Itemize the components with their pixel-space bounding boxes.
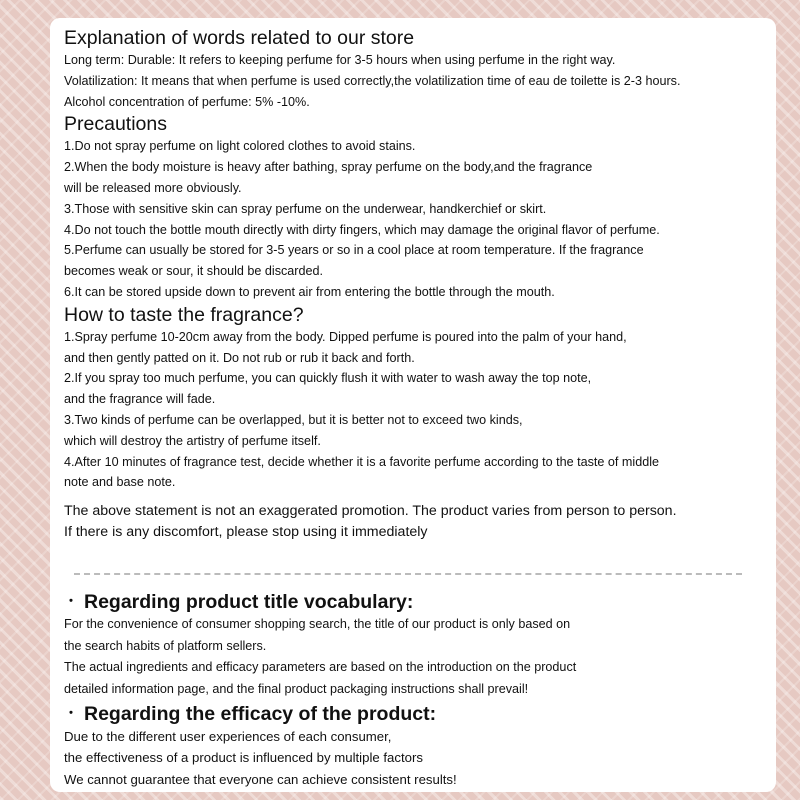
section-heading bbox=[64, 701, 762, 726]
text-line: 4.Do not touch the bottle mouth directly with dirty fingers, which may damage the original flavor of perfume. bbox=[64, 222, 660, 237]
text-line: will be released more obviously. bbox=[64, 180, 242, 195]
info-card bbox=[50, 18, 776, 792]
section-title: Precautions bbox=[64, 113, 167, 136]
text-line: becomes weak or sour, it should be discarded. bbox=[64, 264, 324, 279]
text-line: 6.It can be stored upside down to prevent air from entering the bottle through the mouth. bbox=[64, 284, 555, 299]
text-line: 1.Do not spray perfume on light colored clothes to avoid stains. bbox=[64, 139, 416, 154]
text-line: Long term: Durable: It refers to keeping perfume for 3-5 hours when using perfume in the right way. bbox=[64, 53, 616, 67]
section-title: Explanation of words related to our store bbox=[64, 27, 415, 49]
text-line: 2.If you spray too much perfume, you can quickly flush it with water to wash away the top note, bbox=[64, 371, 592, 386]
taste-fragrance-section bbox=[64, 303, 762, 493]
text-line: 4.After 10 minutes of fragrance test, decide whether it is a favorite perfume according to the taste of middle bbox=[64, 454, 660, 469]
text-line: Volatilization: It means that when perfume is used correctly,the volatilization time of eau de toilette is 2-3 hours. bbox=[64, 73, 681, 88]
statement-line: The above statement is not an exaggerated promotion. The product varies from person to person. bbox=[64, 503, 677, 520]
heading-text: Regarding product title vocabulary: bbox=[84, 591, 414, 614]
text-line: 3.Those with sensitive skin can spray perfume on the underwear, handkerchief or skirt. bbox=[64, 201, 547, 216]
text-line: note and base note. bbox=[64, 475, 176, 490]
bullet-icon: ・ bbox=[64, 704, 78, 721]
text-line: which will destroy the artistry of perfume itself. bbox=[64, 433, 321, 448]
text-line: the effectiveness of a product is influenced by multiple factors bbox=[64, 750, 423, 766]
text-line: Alcohol concentration of perfume: 5% -10%. bbox=[64, 94, 310, 109]
heading-text: Regarding the efficacy of the product: bbox=[84, 702, 437, 725]
product-title-section bbox=[64, 589, 762, 700]
bullet-icon: ・ bbox=[64, 593, 78, 610]
text-line: For the convenience of consumer shopping search, the title of our product is only based on bbox=[64, 617, 571, 632]
text-line: and then gently patted on it. Do not rub or rub it back and forth. bbox=[64, 350, 415, 365]
text-line: the search habits of platform sellers. bbox=[64, 638, 267, 653]
text-line: 5.Perfume can usually be stored for 3-5 years or so in a cool place at room temperature. If the fragrance bbox=[64, 243, 644, 258]
text-line: and the fragrance will fade. bbox=[64, 392, 216, 407]
dashed-divider bbox=[74, 573, 742, 575]
text-line: We cannot guarantee that everyone can achieve consistent results! bbox=[64, 771, 457, 787]
text-line: detailed information page, and the final product packaging instructions shall prevail! bbox=[64, 681, 529, 696]
precautions-section bbox=[64, 112, 762, 302]
product-efficacy-section bbox=[64, 701, 762, 791]
text-line: The actual ingredients and efficacy parameters are based on the introduction on the product bbox=[64, 660, 577, 675]
statement-line: If there is any discomfort, please stop using it immediately bbox=[64, 524, 428, 541]
section-heading bbox=[64, 589, 762, 614]
text-line: 1.Spray perfume 10-20cm away from the body. Dipped perfume is poured into the palm of your hand, bbox=[64, 329, 627, 344]
text-line: Due to the different user experiences of each consumer, bbox=[64, 728, 392, 744]
section-title: How to taste the fragrance? bbox=[64, 303, 304, 326]
disclaimer-statement bbox=[64, 501, 762, 543]
text-line: 2.When the body moisture is heavy after bathing, spray perfume on the body,and the fragrance bbox=[64, 160, 593, 175]
text-line: 3.Two kinds of perfume can be overlapped, but it is better not to exceed two kinds, bbox=[64, 412, 523, 427]
store-words-section bbox=[64, 26, 762, 112]
